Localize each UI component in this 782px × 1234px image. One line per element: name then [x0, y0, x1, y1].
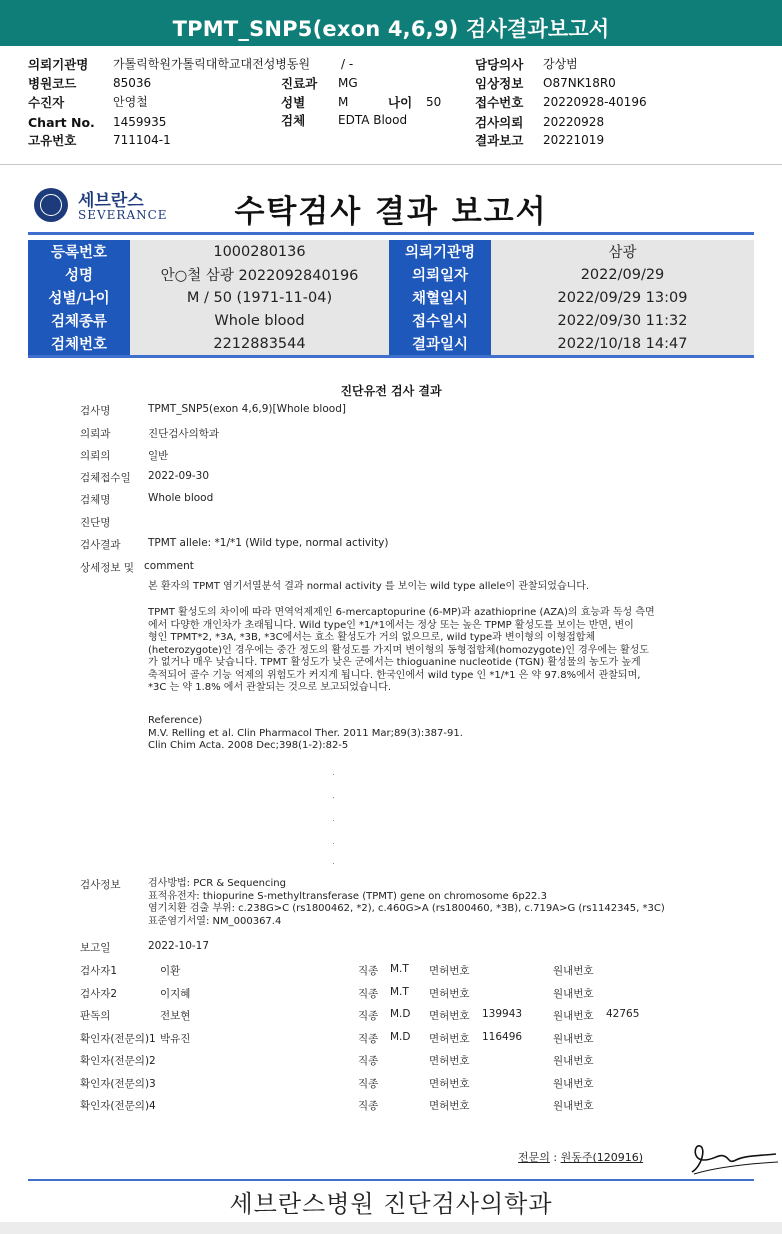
comment_2_lines-line: 축적되어 골수 기능 억제의 위험도가 커지게 됩니다. 한국인에서 wild type 인 *1/*1 은 약 97.8%에서 관찰되며,	[148, 669, 641, 681]
result-label: 검사명	[80, 405, 111, 417]
report-title: TPMT_SNP5(exon 4,6,9) 검사결과보고서	[172, 17, 610, 41]
signer-k2: 면허번호	[429, 1100, 470, 1112]
signer-role: 확인자(전문의)3	[80, 1077, 156, 1090]
result-section-title: 진단유전 검사 결과	[340, 384, 442, 398]
info-value: 2022/09/29 13:09	[491, 286, 754, 309]
header-divider	[0, 164, 782, 165]
info-label: 의뢰일자	[389, 263, 491, 286]
header-label: Chart No.	[28, 115, 95, 130]
dot-mark	[333, 820, 334, 821]
signer-name: 이지혜	[160, 987, 191, 1000]
info-row	[28, 332, 754, 355]
signer-k3: 원내번호	[553, 1100, 594, 1112]
info-value: 2022/09/30 11:32	[491, 309, 754, 332]
signer-k3: 원내번호	[553, 1055, 594, 1067]
footer-department: 세브란스병원 진단검사의학과	[229, 1190, 553, 1218]
table-underline	[28, 355, 754, 358]
info-value: 안○철 삼광 2022092840196	[130, 263, 389, 286]
signer-v1: M.D	[390, 1008, 411, 1020]
header-label: 성별	[281, 95, 306, 110]
signer-role: 검사자2	[80, 987, 118, 1000]
header-value: 20220928	[543, 115, 605, 129]
header-label: 검사의뢰	[475, 115, 524, 130]
info-value: M / 50 (1971-11-04)	[130, 286, 389, 309]
info-value: 1000280136	[130, 240, 389, 263]
info-row	[28, 286, 754, 309]
signer-v1: M.D	[390, 1030, 411, 1043]
signer-k1: 직종	[358, 1077, 379, 1090]
header-value: 711104-1	[113, 133, 171, 147]
header-value: EDTA Blood	[338, 113, 408, 127]
info-label: 검체종류	[28, 309, 130, 332]
specialist-separator: :	[553, 1151, 558, 1164]
info-row	[28, 240, 754, 263]
signer-k1: 직종	[358, 1010, 379, 1022]
info-label: 접수일시	[389, 309, 491, 332]
comment-summary: 본 환자의 TPMT 염기서열분석 결과 normal activity 를 보이는 wild type allele이 관찰되었습니다.	[148, 581, 590, 592]
method_lines-line: 염기치환 검출 부위: c.238G>C (rs1800462, *2), c.460G>A (rs1800460, *3B), c.719A>G (rs1142345, *3C)	[148, 903, 665, 914]
header-label: 접수번호	[475, 95, 524, 110]
dot-mark	[333, 843, 334, 844]
specialist-label: 전문의	[518, 1151, 550, 1164]
bottom-strip	[0, 1222, 782, 1234]
signer-k1: 직종	[358, 1055, 379, 1067]
signer-k3: 원내번호	[553, 987, 594, 1000]
signer-k1: 직종	[358, 1032, 379, 1045]
signer-k2: 면허번호	[429, 987, 470, 1000]
header-value: M	[338, 95, 349, 109]
info-label: 성명	[28, 263, 130, 286]
signer-v1: M.T	[390, 963, 409, 975]
info-label: 결과일시	[389, 332, 491, 355]
specialist-name: 원동주(120916)	[560, 1151, 644, 1164]
reference_lines-line: Reference)	[148, 715, 203, 726]
info-label: 의뢰기관명	[389, 240, 491, 263]
header-label: 의뢰기관명	[28, 57, 89, 72]
header-value: 20221019	[543, 133, 605, 147]
header-value: 20220928-40196	[543, 95, 647, 109]
header-value: 가톨릭학원가톨릭대학교대전성병동원	[113, 57, 311, 71]
result-value: 일반	[148, 450, 169, 462]
comment_2_lines-line: 가 없거나 매우 낮습니다. TPMT 활성도가 낮은 군에서는 thioguanine nucleotide (TGN) 활성물의 농도가 높게	[148, 657, 641, 668]
signer-role: 확인자(전문의)4	[80, 1100, 156, 1112]
method_lines-line: 표적유전자: thiopurine S-methyltransferase (TPMT) gene on chromosome 6p22.3	[148, 890, 547, 902]
signer-k3: 원내번호	[553, 1077, 594, 1090]
header-label: 진료과	[281, 76, 318, 91]
comment_2_lines-line: TPMT 활성도의 차이에 따라 면역억제제인 6-mercaptopurine (6-MP)과 azathioprine (AZA)의 효능과 독성 측면	[148, 607, 655, 618]
dot-mark	[333, 863, 334, 864]
signer-k2: 면허번호	[429, 1010, 470, 1022]
signer-k1: 직종	[358, 965, 379, 977]
method_lines-line: 검사방법: PCR & Sequencing	[148, 878, 286, 889]
info-label: 성별/나이	[28, 286, 130, 309]
result-label: 검사결과	[80, 539, 121, 551]
signer-k2: 면허번호	[429, 1032, 470, 1045]
comment_2_lines-line: 에서 다양한 개인차가 초래됩니다. Wild type인 *1/*1에서는 정상 또는 높은 TPMP 활성도를 보이는 반면, 변이	[148, 619, 634, 631]
header-label: 나이	[388, 95, 413, 110]
dot-mark	[333, 774, 334, 775]
header-value: MG	[338, 76, 358, 90]
method-label: 검사정보	[80, 879, 121, 891]
signer-k1: 직종	[358, 1100, 379, 1112]
result-value: TPMT allele: *1/*1 (Wild type, normal activity)	[148, 537, 389, 549]
footer-line	[28, 1179, 754, 1181]
reference_lines-line: M.V. Relling et al. Clin Pharmacol Ther. 2011 Mar;89(3):387-91.	[148, 727, 463, 739]
info-label: 검체번호	[28, 332, 130, 355]
result-value: 2022-09-30	[148, 470, 210, 482]
header-label: 수진자	[28, 95, 65, 110]
header-value: O87NK18R0	[543, 76, 616, 90]
header-label: 임상정보	[475, 76, 524, 91]
signer-name: 이환	[160, 965, 181, 977]
header-value: 1459935	[113, 115, 167, 129]
signer-role: 판독의	[80, 1010, 111, 1022]
dot-mark	[333, 797, 334, 798]
info-value: 2022/10/18 14:47	[491, 332, 754, 355]
header-label: 결과보고	[475, 133, 524, 148]
header-label: 검체	[281, 113, 306, 128]
handwritten-signature	[684, 1138, 780, 1178]
signer-name: 박유진	[160, 1032, 191, 1045]
result-label: 검체명	[80, 494, 111, 506]
report-title-bar	[0, 0, 782, 46]
signer-role: 확인자(전문의)2	[80, 1055, 156, 1067]
signer-k1: 직종	[358, 987, 379, 1000]
signer-k3: 원내번호	[553, 965, 594, 977]
signer-v2: 139943	[482, 1008, 523, 1020]
header-value: / -	[341, 57, 354, 71]
signer-role: 확인자(전문의)1	[80, 1032, 156, 1045]
comment_2_lines-line: *3C 는 약 1.8% 에서 관찰되는 것으로 보고되었습니다.	[148, 682, 392, 693]
signer-role: 검사자1	[80, 965, 118, 977]
result-value: TPMT_SNP5(exon 4,6,9)[Whole blood]	[148, 403, 346, 415]
method_lines-line: 표준염기서열: NM_000367.4	[148, 915, 282, 927]
header-value: 강상범	[543, 57, 578, 71]
header-label: 병원코드	[28, 76, 77, 91]
signer-k3: 원내번호	[553, 1010, 594, 1022]
info-row	[28, 309, 754, 332]
specialist-line	[518, 1149, 643, 1165]
info-value: Whole blood	[130, 309, 389, 332]
title-underline	[28, 232, 754, 235]
detail-value: comment	[144, 560, 194, 572]
signer-name: 전보현	[160, 1010, 191, 1022]
signer-k2: 면허번호	[429, 1077, 470, 1090]
patient-info-table	[28, 240, 754, 355]
info-row	[28, 263, 754, 286]
info-value: 삼광	[491, 240, 754, 263]
method-block	[148, 878, 688, 928]
signer-v1: M.T	[390, 985, 409, 998]
header-value: 50	[426, 95, 442, 109]
result-label: 검체접수일	[80, 472, 131, 484]
result-value: Whole blood	[148, 492, 214, 504]
logo-korean: 세브란스	[78, 191, 144, 211]
result-value: 진단검사의학과	[148, 428, 220, 440]
info-label: 채혈일시	[389, 286, 491, 309]
info-label: 등록번호	[28, 240, 130, 263]
header-label: 담당의사	[475, 57, 524, 72]
result-label: 의뢰의	[80, 450, 111, 462]
result-label: 의뢰과	[80, 428, 111, 440]
info-value: 2212883544	[130, 332, 389, 355]
signer-k2: 면허번호	[429, 1055, 470, 1067]
report-date-value: 2022-10-17	[148, 940, 210, 952]
reference_lines-line: Clin Chim Acta. 2008 Dec;398(1-2):82-5	[148, 740, 349, 751]
header-label: 고유번호	[28, 133, 77, 148]
comment_2_lines-line: (heterozygote)인 경우에는 중간 정도의 활성도를 가지며 변이형의 동형접합체(homozygote)인 경우에는 활성도	[148, 644, 649, 656]
comment_2_lines-line: 형인 TPMT*2, *3A, *3B, *3C에서는 효소 활성도가 거의 없으므로, wild type과 변이형의 이형접합체	[148, 632, 596, 643]
header-value: 안영철	[113, 95, 148, 109]
comment-body	[148, 607, 688, 695]
header-value: 85036	[113, 76, 152, 90]
logo-english: SEVERANCE	[78, 208, 168, 222]
detail-label: 상세정보 및	[80, 562, 135, 574]
signer-v2: 116496	[482, 1030, 523, 1043]
reference-block	[148, 715, 688, 753]
report-date-label: 보고일	[80, 942, 111, 954]
info-value: 2022/09/29	[491, 263, 754, 286]
signer-k2: 면허번호	[429, 965, 470, 977]
signer-v3: 42765	[606, 1008, 640, 1020]
document-title: 수탁검사 결과 보고서	[234, 194, 548, 230]
signer-k3: 원내번호	[553, 1032, 594, 1045]
result-label: 진단명	[80, 517, 111, 529]
